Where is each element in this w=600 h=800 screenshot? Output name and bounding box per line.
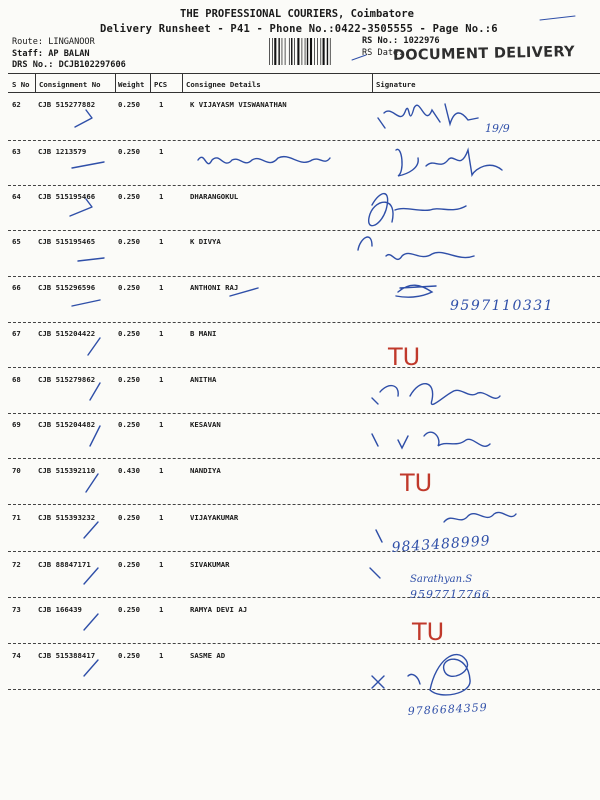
row-weight: 0.250 [118, 329, 140, 338]
col-signature: Signature [376, 80, 416, 89]
row-weight: 0.250 [118, 147, 140, 156]
document-delivery-stamp: DOCUMENT DELIVERY [392, 44, 576, 64]
row-weight: 0.250 [118, 560, 140, 569]
handwritten-phone: 9843488999 [391, 533, 492, 556]
row-separator [8, 458, 600, 459]
row-weight: 0.430 [118, 466, 140, 475]
row-pcs: 1 [159, 375, 164, 384]
table-row [8, 375, 600, 421]
row-weight: 0.250 [118, 513, 140, 522]
row-consignee: RAMYA DEVI AJ [190, 605, 248, 614]
row-sno: 72 [12, 560, 21, 569]
row-pcs: 1 [159, 513, 164, 522]
handwritten-date: 19/9 [485, 122, 510, 135]
staff: Staff: AP BALAN [12, 48, 90, 59]
table-row [8, 605, 600, 651]
row-sno: 73 [12, 605, 21, 614]
row-pcs: 1 [159, 651, 164, 660]
row-consignee: DHARANGOKUL [190, 192, 239, 201]
row-separator [8, 276, 600, 277]
table-row [8, 147, 600, 193]
barcode [268, 38, 354, 65]
row-separator [8, 185, 600, 186]
col-divider [35, 73, 36, 93]
row-weight: 0.250 [118, 100, 140, 109]
row-pcs: 1 [159, 283, 164, 292]
row-consignment: CJB 515392110 [38, 466, 96, 475]
col-divider [115, 73, 116, 93]
row-pcs: 1 [159, 605, 164, 614]
drs-number: DRS No.: DCJB102297606 [12, 60, 126, 70]
row-weight: 0.250 [118, 237, 140, 246]
row-separator [8, 643, 600, 644]
row-separator [8, 230, 600, 231]
runsheet-info [12, 37, 126, 72]
row-consignee: SIVAKUMAR [190, 560, 230, 569]
row-consignee: K VIJAYASM VISWANATHAN [190, 100, 287, 109]
col-divider [372, 73, 373, 93]
row-weight: 0.250 [118, 651, 140, 660]
row-consignment: CJB 166439 [38, 605, 82, 614]
row-consignment: CJB 515195466 [38, 192, 96, 201]
row-weight: 0.250 [118, 420, 140, 429]
row-sno: 63 [12, 147, 21, 156]
tu-mark: TU [412, 618, 445, 646]
row-weight: 0.250 [118, 283, 140, 292]
table-row [8, 466, 600, 512]
row-consignment: CJB 515393232 [38, 513, 96, 522]
row-pcs: 1 [159, 237, 164, 246]
table-row [8, 513, 600, 559]
row-sno: 74 [12, 651, 21, 660]
row-consignment: CJB 88847171 [38, 560, 91, 569]
col-weight: Weight [118, 80, 145, 89]
handwritten-note [540, 16, 575, 20]
row-separator [8, 597, 600, 598]
row-consignee: VIJAYAKUMAR [190, 513, 239, 522]
row-consignment: CJB 515279862 [38, 375, 96, 384]
row-consignee: NANDIYA [190, 466, 221, 475]
tu-mark: TU [400, 469, 433, 497]
row-sno: 62 [12, 100, 21, 109]
table-row [8, 560, 600, 606]
col-divider [150, 73, 151, 93]
handwritten-phone: 9786684359 [407, 700, 489, 718]
row-consignment: CJB 515195465 [38, 237, 96, 246]
row-sno: 68 [12, 375, 21, 384]
row-weight: 0.250 [118, 605, 140, 614]
rs-number: RS No.: 1022976 [362, 36, 440, 46]
row-weight: 0.250 [118, 192, 140, 201]
row-pcs: 1 [159, 560, 164, 569]
col-divider [182, 73, 183, 93]
row-sno: 65 [12, 237, 21, 246]
table-row [8, 192, 600, 238]
table-header [8, 73, 600, 93]
row-weight: 0.250 [118, 375, 140, 384]
row-consignment: CJB 1213579 [38, 147, 87, 156]
row-consignment: CJB 515204422 [38, 329, 96, 338]
row-pcs: 1 [159, 329, 164, 338]
row-sno: 71 [12, 513, 21, 522]
route: Route: LINGANOOR [12, 37, 95, 47]
rs-date: RS Date: [362, 47, 404, 58]
tu-mark: TU [388, 343, 421, 371]
col-consignment: Consignment No [39, 80, 101, 89]
row-pcs: 1 [159, 192, 164, 201]
row-pcs: 1 [159, 100, 164, 109]
handwritten-name: Sarathyan.S [410, 574, 473, 585]
table-row [8, 329, 600, 375]
row-sno: 69 [12, 420, 21, 429]
row-consignee: KESAVAN [190, 420, 221, 429]
row-consignee: B MANI [190, 329, 217, 338]
row-consignment: CJB 515277882 [38, 100, 96, 109]
row-consignment: CJB 515388417 [38, 651, 96, 660]
row-sno: 70 [12, 466, 21, 475]
col-consignee: Consignee Details [186, 80, 261, 89]
col-pcs: PCS [154, 80, 168, 89]
row-consignment: CJB 515204482 [38, 420, 96, 429]
row-separator [8, 140, 600, 141]
row-separator [8, 551, 600, 552]
row-pcs: 1 [159, 147, 164, 156]
table-row [8, 651, 600, 697]
handwritten-phone: 9597110331 [450, 298, 555, 314]
row-sno: 64 [12, 192, 21, 201]
row-sno: 67 [12, 329, 21, 338]
row-sno: 66 [12, 283, 21, 292]
row-pcs: 1 [159, 420, 164, 429]
company-title: THE PROFESSIONAL COURIERS, Coimbatore [180, 8, 414, 20]
row-consignee: SASME AD [190, 651, 226, 660]
row-separator [8, 504, 600, 505]
row-consignment: CJB 515296596 [38, 283, 96, 292]
row-separator [8, 322, 600, 323]
runsheet-title: Delivery Runsheet - P41 - Phone No.:0422-3505555 - Page No.:6 [100, 23, 498, 35]
row-separator [8, 413, 600, 414]
row-consignee: K DIVYA [190, 237, 221, 246]
row-separator [8, 367, 600, 368]
col-sno: S No [12, 80, 30, 89]
row-pcs: 1 [159, 466, 164, 475]
row-consignee: ANTHONI RAJ [190, 283, 239, 292]
row-separator [8, 689, 600, 690]
row-consignee: ANITHA [190, 375, 217, 384]
table-row [8, 420, 600, 466]
handwritten-phone: 9597717766 [410, 588, 490, 601]
